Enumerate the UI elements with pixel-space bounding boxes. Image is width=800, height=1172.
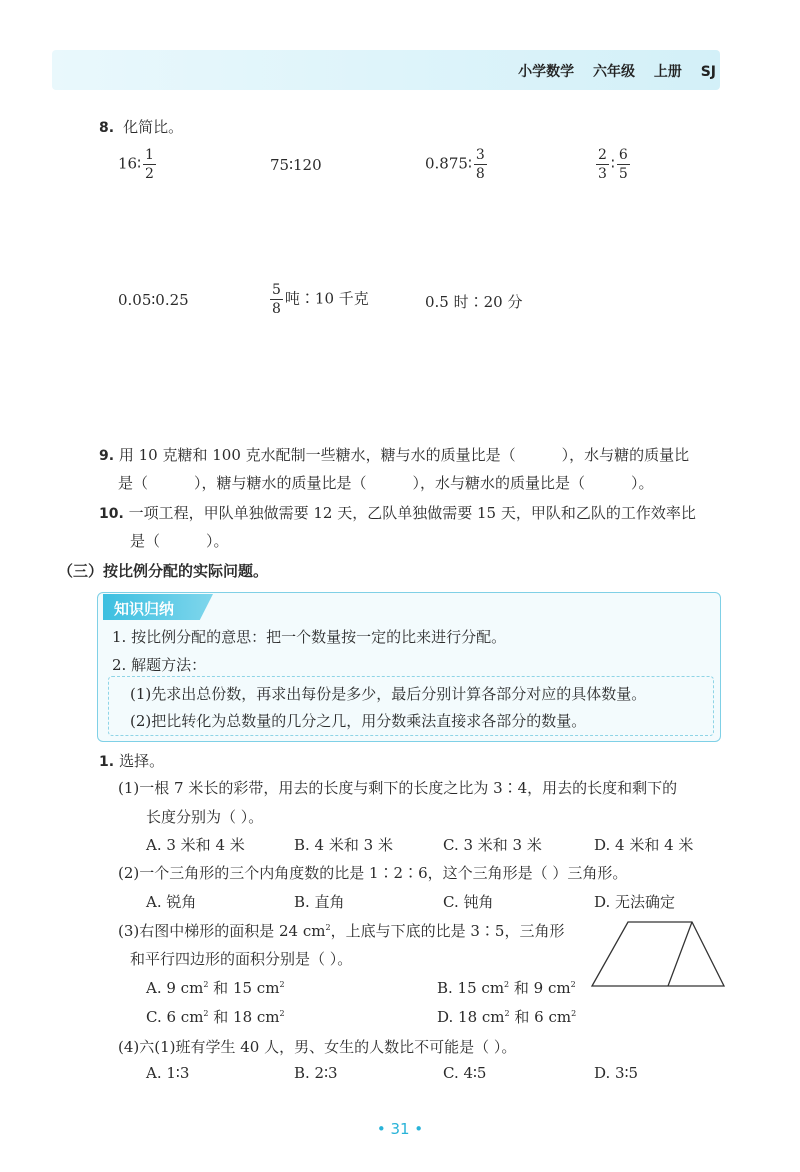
ratio-left: 0.875∶ xyxy=(425,154,472,173)
superscript: 2 xyxy=(203,1009,209,1018)
dividing-line xyxy=(668,922,692,986)
question-text: 用 10 克糖和 100 克水配制一些糖水，糖与水的质量比是（ xyxy=(118,446,516,464)
question-number: 1. xyxy=(99,754,115,770)
question-text: 是（ xyxy=(130,532,161,550)
section-title: （三）按比例分配的实际问题。 xyxy=(58,562,269,580)
superscript: 2 xyxy=(325,923,331,932)
ratio-item xyxy=(268,283,369,316)
superscript: 2 xyxy=(504,980,510,989)
option-a[interactable]: A. 3 米和 4 米 xyxy=(146,836,245,854)
option-c[interactable] xyxy=(146,1006,285,1027)
question-text: ），糖与糖水的质量比是（ xyxy=(194,474,367,492)
question-text: 选择。 xyxy=(119,752,165,770)
denominator: 3 xyxy=(598,166,607,182)
option-text: 和 9 cm xyxy=(509,979,571,997)
question-text: ），水与糖水的质量比是（ xyxy=(412,474,586,492)
edition: SJ xyxy=(700,64,716,80)
sub-question-1-line1: (1)一根 7 米长的彩带，用去的长度与剩下的长度之比为 3∶4，用去的长度和剩下的 xyxy=(118,779,678,797)
question-number: 10. xyxy=(99,506,124,522)
question-text: 化简比。 xyxy=(123,118,184,136)
sub-question-2-line1: (2)一个三角形的三个内角度数的比是 1∶2∶6，这个三角形是（ ）三角形。 xyxy=(118,864,628,882)
fraction xyxy=(143,148,156,181)
denominator: 8 xyxy=(272,301,281,317)
sub-question-4-line1: (4)六(1)班有学生 40 人，男、女生的人数比不可能是（ ）。 xyxy=(118,1038,517,1056)
question-text: 是（ xyxy=(118,474,149,492)
option-d[interactable] xyxy=(437,1006,576,1027)
ratio-item: 0.05∶0.25 xyxy=(118,291,189,309)
option-d[interactable]: D. 4 米和 4 米 xyxy=(594,836,694,854)
fraction xyxy=(617,148,630,181)
question-9-line1 xyxy=(99,444,689,465)
option-b[interactable]: B. 直角 xyxy=(294,893,345,911)
option-text: D. 18 cm xyxy=(437,1008,505,1026)
knowledge-item: 2. 解题方法： xyxy=(112,656,207,674)
option-b[interactable] xyxy=(437,977,576,998)
question-text: ）。 xyxy=(206,532,229,550)
option-b[interactable]: B. 2∶3 xyxy=(294,1064,338,1082)
fraction xyxy=(596,148,609,181)
option-c[interactable]: C. 3 米和 3 米 xyxy=(443,836,542,854)
ratio-item xyxy=(118,148,158,181)
numerator: 3 xyxy=(475,147,485,163)
option-text: C. 6 cm xyxy=(146,1008,204,1026)
page-number: • 31 • xyxy=(376,1120,424,1138)
superscript: 2 xyxy=(504,1009,510,1018)
question-1-title xyxy=(99,750,164,771)
ratio-left: 16∶ xyxy=(118,154,141,173)
option-text: B. 15 cm xyxy=(437,979,505,997)
ratio-sep: ∶ xyxy=(610,154,615,173)
book-info xyxy=(504,61,716,81)
superscript: 2 xyxy=(571,1009,577,1018)
ratio-item xyxy=(594,148,632,181)
question-number: 9. xyxy=(99,448,115,464)
option-a[interactable]: A. 锐角 xyxy=(146,893,197,911)
superscript: 2 xyxy=(279,980,285,989)
denominator: 5 xyxy=(618,166,628,182)
option-b[interactable]: B. 4 米和 3 米 xyxy=(294,836,393,854)
grade: 六年级 xyxy=(592,64,635,80)
question-text: ）。 xyxy=(631,474,654,492)
option-text: 和 6 cm xyxy=(509,1008,572,1026)
volume: 上册 xyxy=(653,64,682,80)
question-9-line2 xyxy=(118,472,654,493)
option-c[interactable]: C. 钝角 xyxy=(443,893,494,911)
denominator: 2 xyxy=(145,166,154,182)
option-a[interactable]: A. 1∶3 xyxy=(146,1064,190,1082)
numerator: 2 xyxy=(598,147,607,163)
option-d[interactable]: D. 3∶5 xyxy=(594,1064,639,1082)
option-c[interactable]: C. 4∶5 xyxy=(443,1064,487,1082)
method-item: (1)先求出总份数，再求出每份是多少，最后分别计算各部分对应的具体数量。 xyxy=(130,685,647,703)
numerator: 6 xyxy=(618,147,628,163)
sub-question-3-line1 xyxy=(118,920,564,941)
option-text: A. 9 cm xyxy=(146,979,204,997)
trapezoid-figure xyxy=(588,918,728,990)
superscript: 2 xyxy=(279,1009,285,1018)
ratio-item xyxy=(425,148,489,181)
question-8-title xyxy=(99,116,183,137)
fraction xyxy=(474,148,487,181)
fraction xyxy=(270,283,283,316)
question-text: (3)右图中梯形的面积是 24 cm xyxy=(118,922,326,940)
numerator: 5 xyxy=(272,282,281,298)
option-d[interactable]: D. 无法确定 xyxy=(594,893,676,911)
option-text: 和 15 cm xyxy=(208,979,280,997)
knowledge-item: 1. 按比例分配的意思：把一个数量按一定的比来进行分配。 xyxy=(112,628,507,646)
trapezoid-outline xyxy=(592,922,724,986)
subject: 小学数学 xyxy=(518,64,575,80)
question-10-line1 xyxy=(99,502,696,523)
ratio-right: 吨∶10 千克 xyxy=(284,289,369,308)
ratio-item: 75∶120 xyxy=(270,156,322,174)
question-number: 8. xyxy=(99,120,115,136)
question-text: ），水与糖的质量比 xyxy=(561,446,690,464)
superscript: 2 xyxy=(570,980,576,989)
ratio-item: 0.5 时∶20 分 xyxy=(425,293,523,311)
question-10-line2 xyxy=(130,530,229,551)
numerator: 1 xyxy=(145,147,154,163)
sub-question-3-line2: 和平行四边形的面积分别是（ ）。 xyxy=(130,950,353,968)
denominator: 8 xyxy=(475,166,485,182)
sub-question-1-line2: 长度分别为（ ）。 xyxy=(146,808,264,826)
option-text: 和 18 cm xyxy=(208,1008,280,1026)
superscript: 2 xyxy=(203,980,209,989)
question-text: 一项工程，甲队单独做需要 12 天，乙队单独做需要 15 天，甲队和乙队的工作效率比 xyxy=(128,504,696,522)
method-item: (2)把比转化为总数量的几分之几，用分数乘法直接求各部分的数量。 xyxy=(130,712,587,730)
question-text: ，上底与下底的比是 3∶5，三角形 xyxy=(330,922,565,940)
option-a[interactable] xyxy=(146,977,285,998)
knowledge-tag-label: 知识归纳 xyxy=(114,600,175,618)
